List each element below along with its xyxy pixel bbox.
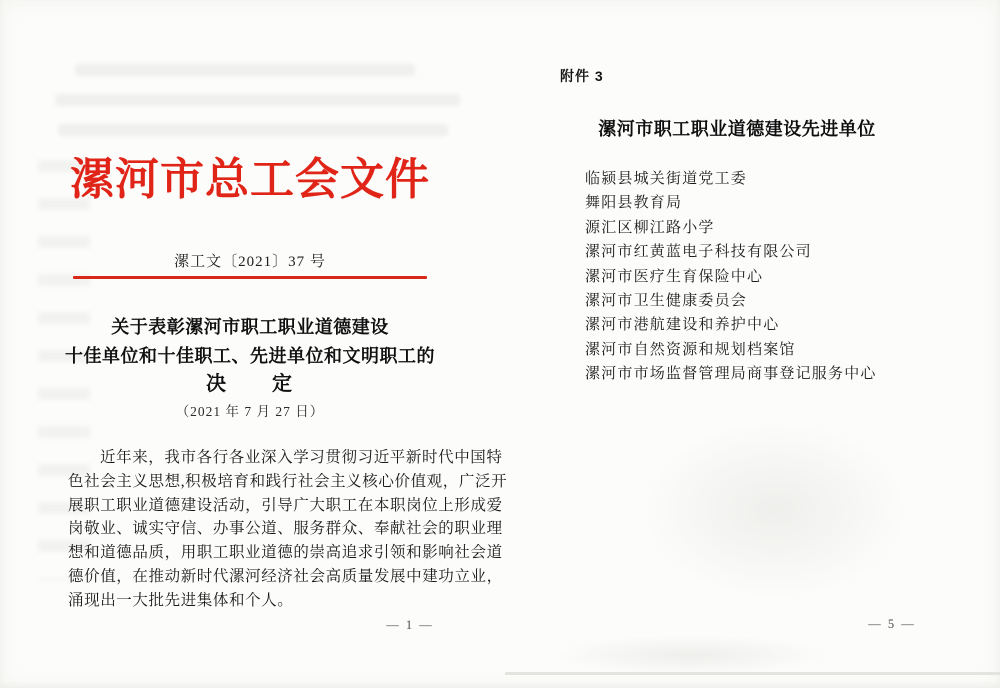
attachment-label: 附件 3 (560, 68, 604, 84)
list-item: 漯河市医疗生育保险中心 (585, 268, 764, 285)
body-line: 色社会主义思想,积极培育和践行社会主义核心价值观，广泛开 (68, 472, 508, 490)
document-title-line: 十佳单位和十佳职工、先进单位和文明职工的 (65, 345, 435, 366)
list-item: 漯河市卫生健康委员会 (585, 293, 748, 310)
body-line: 涌现出一大批先进集体和个人。 (68, 591, 294, 609)
body-line: 近年来，我市各行各业深入学习贯彻习近平新时代中国特 (100, 449, 503, 466)
page-number: — 5 — (868, 617, 916, 631)
body-line: 想和道德品质，用职工职业道德的崇高追求引领和影响社会道 (68, 544, 503, 562)
body-line: 展职工职业道德建设活动，引导广大职工在本职岗位上形成爱 (68, 496, 503, 514)
list-item: 舞阳县教育局 (585, 195, 683, 212)
document-number: 漯工文〔2021〕37 号 (174, 254, 326, 270)
page-number: — 1 — (386, 618, 434, 632)
document-title (30, 313, 470, 399)
letterhead-divider (73, 276, 427, 279)
list-item: 漯河市红黄蓝电子科技有限公司 (585, 244, 812, 261)
document-page-5 (500, 0, 1000, 688)
list-item: 漯河市港航建设和养护中心 (585, 317, 780, 334)
list-item: 临颍县城关街道党工委 (585, 171, 748, 187)
body-line: 岗敬业、诚实守信、办事公道、服务群众、奉献社会的职业理 (68, 520, 503, 538)
document-date: （2021 年 7 月 27 日） (175, 404, 325, 419)
list-item: 漯河市自然资源和规划档案馆 (585, 341, 796, 358)
attachment-title: 漯河市职工职业道德建设先进单位 (598, 119, 876, 139)
letterhead-title: 漯河市总工会文件 (70, 155, 430, 204)
document-title-line: 决 定 (206, 373, 294, 395)
list-item: 源汇区柳江路小学 (585, 219, 715, 236)
list-item: 漯河市市场监督管理局商事登记服务中心 (585, 366, 877, 383)
document-body (68, 446, 508, 613)
body-line: 德价值，在推动新时代漯河经济社会高质量发展中建功立业， (68, 567, 503, 585)
advanced-unit-list (585, 167, 965, 387)
document-title-line: 关于表彰漯河市职工职业道德建设 (111, 317, 389, 337)
